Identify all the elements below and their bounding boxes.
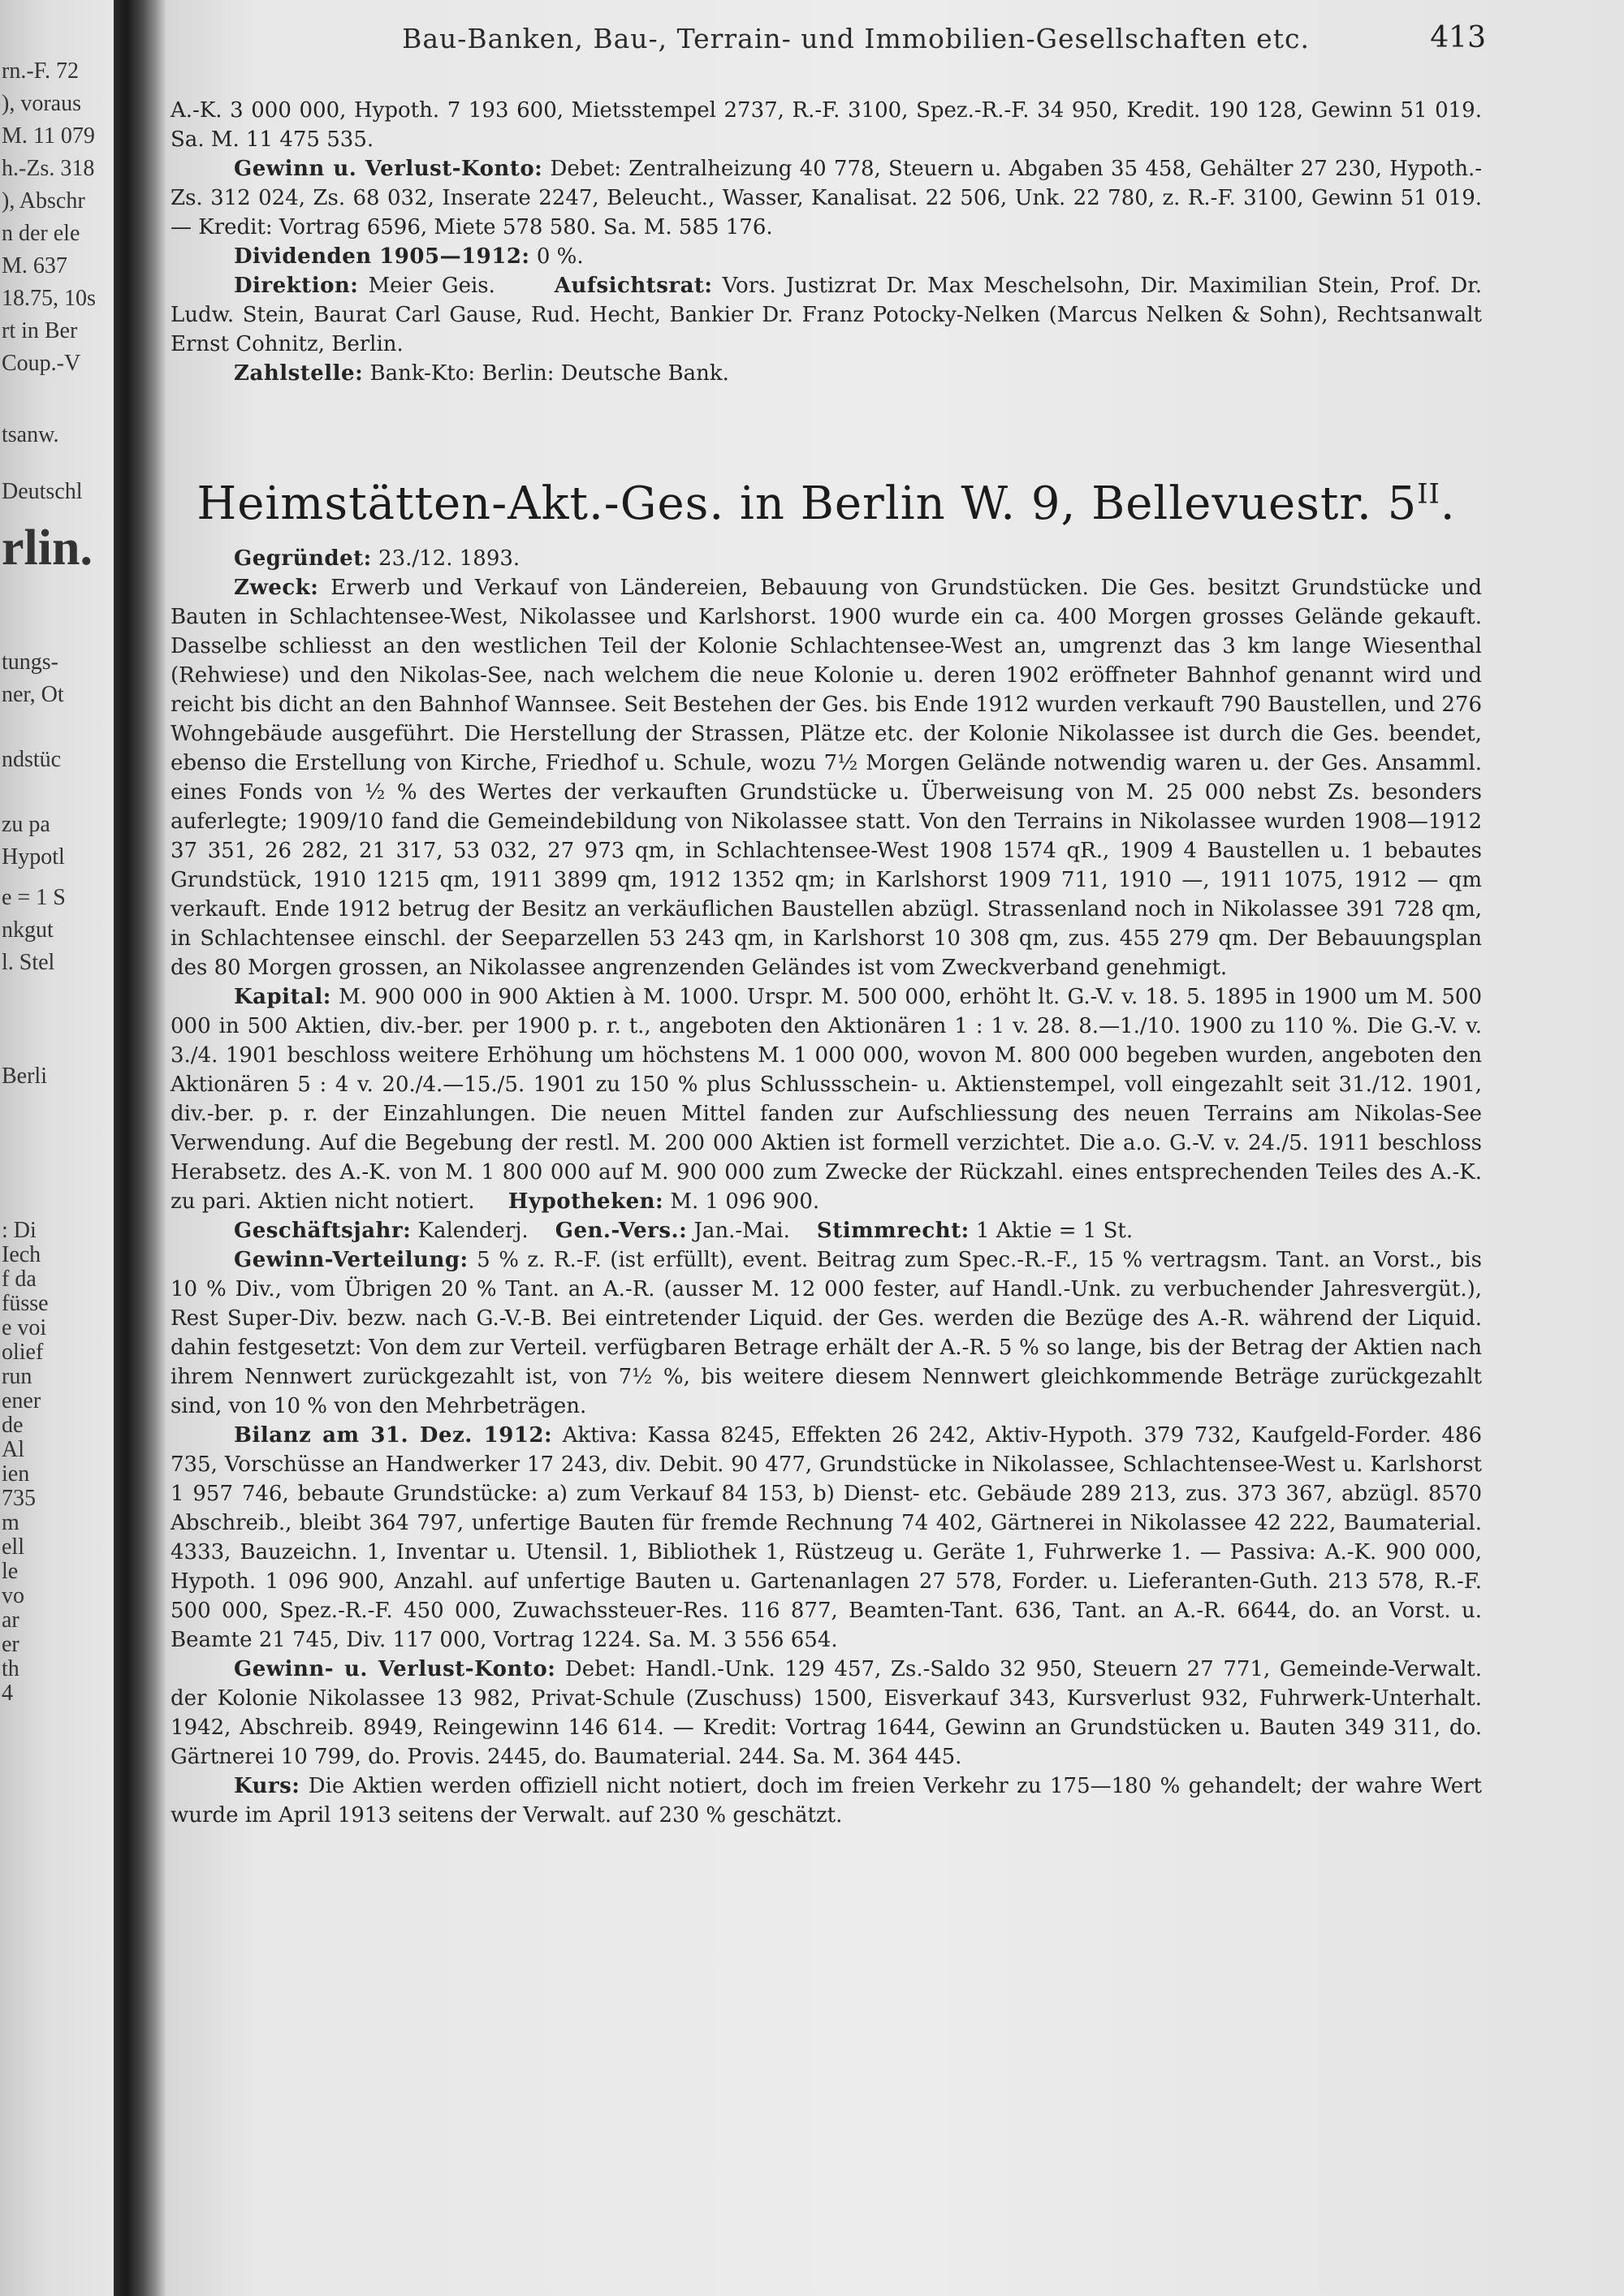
prev-gv-paragraph xyxy=(171,154,1482,242)
gewinnverteilung-label: Gewinn-Verteilung: xyxy=(234,1248,469,1272)
prev-dir-paragraph xyxy=(171,271,1482,359)
genvers-label: Gen.-Vers.: xyxy=(555,1219,688,1243)
stimmrecht-text: 1 Aktie = 1 St. xyxy=(975,1219,1134,1243)
company-heading-floor: II xyxy=(1417,477,1440,510)
edge-text-fragment: rlin. xyxy=(2,520,93,576)
hypotheken-label: Hypotheken: xyxy=(508,1189,664,1214)
edge-text-fragment: vo xyxy=(2,1583,24,1608)
bilanz-text: Aktiva: Kassa 8245, Effekten 26 242, Aktiv-Hypoth. 379 732, Kaufgeld-Forder. 486 735, Vorschüsse an Handwerker 17 243, div. Debit. 90 477, Grundstücke in Nikolassee, Schlachtensee-West u. Karlshorst 1 957 746, bebaute Grundstücke: a) zum Verkauf 84 153, b) Dienst- etc. Gebäude 289 213, zus. 373 367, abzügl. 8570 Abschreib., bleibt 364 797, unfertige Bauten für fremde Rechnung 74 402, Gärtnerei in Nikolassee 42 222, Baumaterial. 4333, Bauzeichn. 1, Inventar u. Utensil. 1, Bibliothek 1, Rüstzeug u. Geräte 1, Fuhrwerke 1. — Passiva: A.-K. 900 000, Hypoth. 1 096 900, Anzahl. auf unfertige Bauten u. Gartenanlagen 27 578, Forder. u. Lieferanten-Guth. 213 578, R.-F. 500 000, Spez.-R.-F. 450 000, Zuwachssteuer-Res. 116 877, Beamten-Tant. 636, Tant. an A.-R. 6644, do. an Vorst. u. Beamte 21 745, Div. 117 000, Vortrag 1224. Sa. M. 3 556 654. xyxy=(171,1423,1482,1652)
entry-body xyxy=(171,544,1482,1830)
adjacent-page-edge xyxy=(0,0,114,2296)
company-heading xyxy=(171,477,1482,530)
edge-text-fragment: füsse xyxy=(2,1291,49,1316)
zweck-paragraph xyxy=(171,573,1482,982)
guv-label: Gewinn- u. Verlust-Konto: xyxy=(234,1657,556,1681)
edge-text-fragment: olief xyxy=(2,1340,44,1365)
gegruendet-text: 23./12. 1893. xyxy=(378,546,520,571)
edge-text-fragment: : Di xyxy=(2,1218,37,1243)
zweck-label: Zweck: xyxy=(234,576,319,600)
running-head: Bau-Banken, Bau-, Terrain- und Immobilien-Gesellschaften etc. xyxy=(402,23,1310,54)
edge-text-fragment: e voi xyxy=(2,1315,47,1340)
kapital-text: M. 900 000 in 900 Aktien à M. 1000. Urspr. M. 500 000, erhöht lt. G.-V. v. 18. 5. 1895 in 1900 um M. 500 000 in 500 Aktien, div.-ber. per 1900 p. r. t., angeboten den Aktionären 1 : 1 v. 28. 8.—1./10. 1900 zu 110 %. Die G.-V. v. 3./4. 1901 beschloss weitere Erhöhung um höchstens M. 1 000 000, wovon M. 800 000 begeben wurden, angeboten den Aktionären 5 : 4 v. 20./4.—15./5. 1901 zu 150 % plus Schlussschein- u. Aktienstempel, voll eingezahlt seit 31./12. 1901, div.-ber. p. r. der Einzahlungen. Die neuen Mittel fanden zur Aufschliessung des neuen Terrains am Nikolas-See Verwendung. Auf die Begebung der restl. M. 200 000 Aktien ist formell verzichtet. Die a.o. G.-V. v. 24./5. 1911 beschloss Herabsetz. des A.-K. von M. 1 800 000 auf M. 900 000 zum Zwecke der Rückzahl. eines entsprechenden Teiles des A.-K. zu pari. Aktien nicht notiert. xyxy=(171,985,1482,1214)
edge-text-fragment: ien xyxy=(2,1461,30,1487)
genvers-text: Jan.-Mai. xyxy=(693,1219,790,1243)
prev-dir-label: Direktion: xyxy=(234,274,359,298)
meta-paragraph xyxy=(171,1216,1482,1245)
prev-dir-text: Meier Geis. xyxy=(368,274,495,298)
edge-text-fragment: run xyxy=(2,1364,32,1389)
edge-text-fragment: th xyxy=(2,1656,19,1681)
edge-text-fragment: Hypotl xyxy=(2,844,65,870)
edge-text-fragment: le xyxy=(2,1559,19,1584)
edge-text-fragment: tungs- xyxy=(2,650,58,675)
edge-text-fragment: rt in Ber xyxy=(2,318,78,343)
kurs-text: Die Aktien werden offiziell nicht notiert, doch im freien Verkehr zu 175—180 % gehandelt; der wahre Wert wurde im April 1913 seitens der Verwalt. auf 230 % geschätzt. xyxy=(171,1774,1482,1828)
edge-text-fragment: ar xyxy=(2,1608,19,1633)
geschaeftsjahr-text: Kalenderj. xyxy=(417,1219,529,1243)
edge-text-fragment: Deutschl xyxy=(2,479,83,504)
kurs-label: Kurs: xyxy=(234,1774,300,1798)
edge-text-fragment: ner, Ot xyxy=(2,682,64,707)
hypotheken-text: M. 1 096 900. xyxy=(670,1189,820,1214)
edge-text-fragment: 4 xyxy=(2,1681,13,1706)
company-heading-text: Heimstätten-Akt.-Ges. in Berlin W. 9, Bellevuestr. 5 xyxy=(197,477,1418,530)
edge-text-fragment: M. 637 xyxy=(2,253,67,278)
edge-text-fragment: h.-Zs. 318 xyxy=(2,156,95,181)
stimmrecht-label: Stimmrecht: xyxy=(816,1219,970,1243)
edge-text-fragment: n der ele xyxy=(2,221,80,246)
prev-zahl-label: Zahlstelle: xyxy=(234,361,364,386)
prev-div-text: 0 %. xyxy=(536,244,584,269)
kapital-paragraph xyxy=(171,982,1482,1216)
edge-text-fragment: m xyxy=(2,1510,19,1535)
edge-text-fragment: tsanw. xyxy=(2,422,59,447)
edge-text-fragment: 735 xyxy=(2,1486,36,1511)
edge-text-fragment: f da xyxy=(2,1267,37,1292)
edge-text-fragment: er xyxy=(2,1632,19,1657)
prev-div-label: Dividenden 1905—1912: xyxy=(234,244,530,269)
edge-text-fragment: l. Stel xyxy=(2,950,55,975)
kurs-paragraph xyxy=(171,1772,1482,1830)
company-heading-end: . xyxy=(1440,477,1456,530)
edge-text-fragment: ), voraus xyxy=(2,91,81,116)
book-gutter xyxy=(114,0,166,2296)
guv-paragraph xyxy=(171,1655,1482,1772)
edge-text-fragment: Al xyxy=(2,1437,24,1462)
gegruendet-label: Gegründet: xyxy=(234,546,372,571)
bilanz-paragraph xyxy=(171,1421,1482,1655)
prev-zahl-paragraph xyxy=(171,359,1482,388)
prev-zahl-text: Bank-Kto: Berlin: Deutsche Bank. xyxy=(369,361,729,386)
edge-text-fragment: nkgut xyxy=(2,917,54,943)
edge-text-fragment: ndstüc xyxy=(2,747,62,772)
edge-text-fragment: Berli xyxy=(2,1064,47,1089)
prev-ar-text: Vors. Justizrat Dr. Max Meschelsohn, Dir. Maximilian Stein, Prof. Dr. Ludw. Stein, Baurat Carl Gause, Rud. Hecht, Bankier Dr. Franz Potocky-Nelken (Marcus Nelken & Sohn), Rechtsanwalt Ernst Cohnitz, Berlin. xyxy=(171,274,1483,356)
gewinnverteilung-paragraph xyxy=(171,1245,1482,1421)
zweck-text: Erwerb und Verkauf von Ländereien, Bebauung von Grundstücken. Die Ges. besitzt Grundstücke und Bauten in Schlachtensee-West, Nikolassee und Karlshorst. 1900 wurde ein ca. 400 Morgen grosses Gelände gekauft. Dasselbe schliesst an den westlichen Teil der Kolonie Schlachtensee-West an, umgrenzt das 3 km lange Wiesenthal (Rehwiese) und den Nikolas-See, nach welchem die neue Kolonie u. deren 1902 eröffneter Bahnhof genannt wird und reicht bis dicht an den Bahnhof Wannsee. Seit Bestehen der Ges. bis Ende 1912 wurden verkauft 790 Baustellen, und 276 Wohngebäude ausgeführt. Die Herstellung der Strassen, Plätze etc. der Kolonie Nikolassee ist durch die Ges. beendet, ebenso die Erstellung von Kirche, Friedhof u. Schule, wozu 7½ Morgen Gelände notwendig waren u. der Ges. Ansamml. eines Fonds von ½ % des Wertes der verkauften Grundstücke u. Überweisung von M. 25 000 nebst Zs. besonders auferlegte; 1909/10 fand die Gemeindebildung von Nikolassee statt. Von den Terrains in Nikolassee wurden 1908—1912 37 351, 26 282, 21 317, 53 032, 27 973 qm, in Schlachtensee-West 1908 1574 qR., 1909 4 Baustellen u. 1 bebautes Grundstück, 1910 1215 qm, 1911 3899 qm, 1912 1352 qm; in Karlshorst 1909 711, 1910 —, 1911 1075, 1912 — qm verkauft. Ende 1912 betrug der Besitz an verkäuflichen Baustellen abzügl. Strassenland noch in Nikolassee 391 728 qm, in Schlachtensee einschl. der Seeparzellen 53 243 qm, in Karlshorst 10 308 qm, zus. 455 279 qm. Der Bebauungsplan des 80 Morgen grossen, an Nikolassee angrenzenden Geländes ist vom Zweckverband genehmigt. xyxy=(171,576,1482,980)
edge-text-fragment: ener xyxy=(2,1388,41,1413)
guv-text: Debet: Handl.-Unk. 129 457, Zs.-Saldo 32 950, Steuern 27 771, Gemeinde-Verwalt. der Kolonie Nikolassee 13 982, Privat-Schule (Zuschuss) 1500, Eisverkauf 343, Kursverlust 932, Fuhrwerk-Unterhalt. 1942, Abschreib. 8949, Reingewinn 146 614. — Kredit: Vortrag 1644, Gewinn an Grundstücken u. Bauten 349 311, do. Gärtnerei 10 799, do. Provis. 2445, do. Baumaterial. 244. Sa. M. 364 445. xyxy=(171,1657,1482,1769)
edge-text-fragment: Iech xyxy=(2,1242,41,1267)
previous-entry xyxy=(171,96,1482,388)
edge-text-fragment: zu pa xyxy=(2,812,50,837)
prev-gv-text: Debet: Zentralheizung 40 778, Steuern u. Abgaben 35 458, Gehälter 27 230, Hypoth.-Zs. 312 024, Zs. 68 032, Inserate 2247, Beleucht., Wasser, Kanalisat. 22 506, Unk. 22 780, z. R.-F. 3100, Gewinn 51 019. — Kredit: Vortrag 6596, Miete 578 580. Sa. M. 585 176. xyxy=(171,157,1482,240)
edge-text-fragment: ), Abschr xyxy=(2,188,85,214)
edge-text-fragment: rn.-F. 72 xyxy=(2,58,79,84)
prev-gv-label: Gewinn u. Verlust-Konto: xyxy=(234,157,543,181)
geschaeftsjahr-label: Geschäftsjahr: xyxy=(234,1219,412,1243)
bilanz-label: Bilanz am 31. Dez. 1912: xyxy=(234,1423,553,1448)
edge-text-fragment: e = 1 S xyxy=(2,885,66,910)
gewinnverteilung-text: 5 % z. R.-F. (ist erfüllt), event. Beitrag zum Spec.-R.-F., 15 % vertragsm. Tant. an Vorst., bis 10 % Div., vom Übrigen 20 % Tant. an A.-R. (ausser M. 12 000 fester, auf Handl.-Unk. zu verbuchender Jahresvergüt.), Rest Super-Div. bezw. nach G.-V.-B. Bei eintretender Liquid. der Ges. werden die Bezüge des A.-R. während der Liquid. dahin festgesetzt: Von dem zur Verteil. verfügbaren Betrage erhält der A.-R. 5 % so lange, bis der Betrag der Aktien nach ihrem Nennwert zurückgezahlt ist, von 7½ %, bis weitere diesem Nennwert gleichkommende Beträge zurückgezahlt sind, von 10 % von den Mehrbeträgen. xyxy=(171,1248,1483,1418)
gegruendet-paragraph xyxy=(171,544,1482,573)
prev-div-paragraph xyxy=(171,242,1482,271)
edge-text-fragment: de xyxy=(2,1413,24,1438)
prev-balance-tail: A.-K. 3 000 000, Hypoth. 7 193 600, Mietsstempel 2737, R.-F. 3100, Spez.-R.-F. 34 950, Kredit. 190 128, Gewinn 51 019. Sa. M. 11 475 535. xyxy=(171,98,1482,152)
edge-text-fragment: 18.75, 10s xyxy=(2,286,96,311)
page-number: 413 xyxy=(1430,21,1486,54)
edge-text-fragment: M. 11 079 xyxy=(2,123,95,149)
edge-text-fragment: ell xyxy=(2,1534,24,1560)
edge-text-fragment: Coup.-V xyxy=(2,351,81,376)
prev-ar-label: Aufsichtsrat: xyxy=(554,274,713,298)
kapital-label: Kapital: xyxy=(234,985,331,1009)
